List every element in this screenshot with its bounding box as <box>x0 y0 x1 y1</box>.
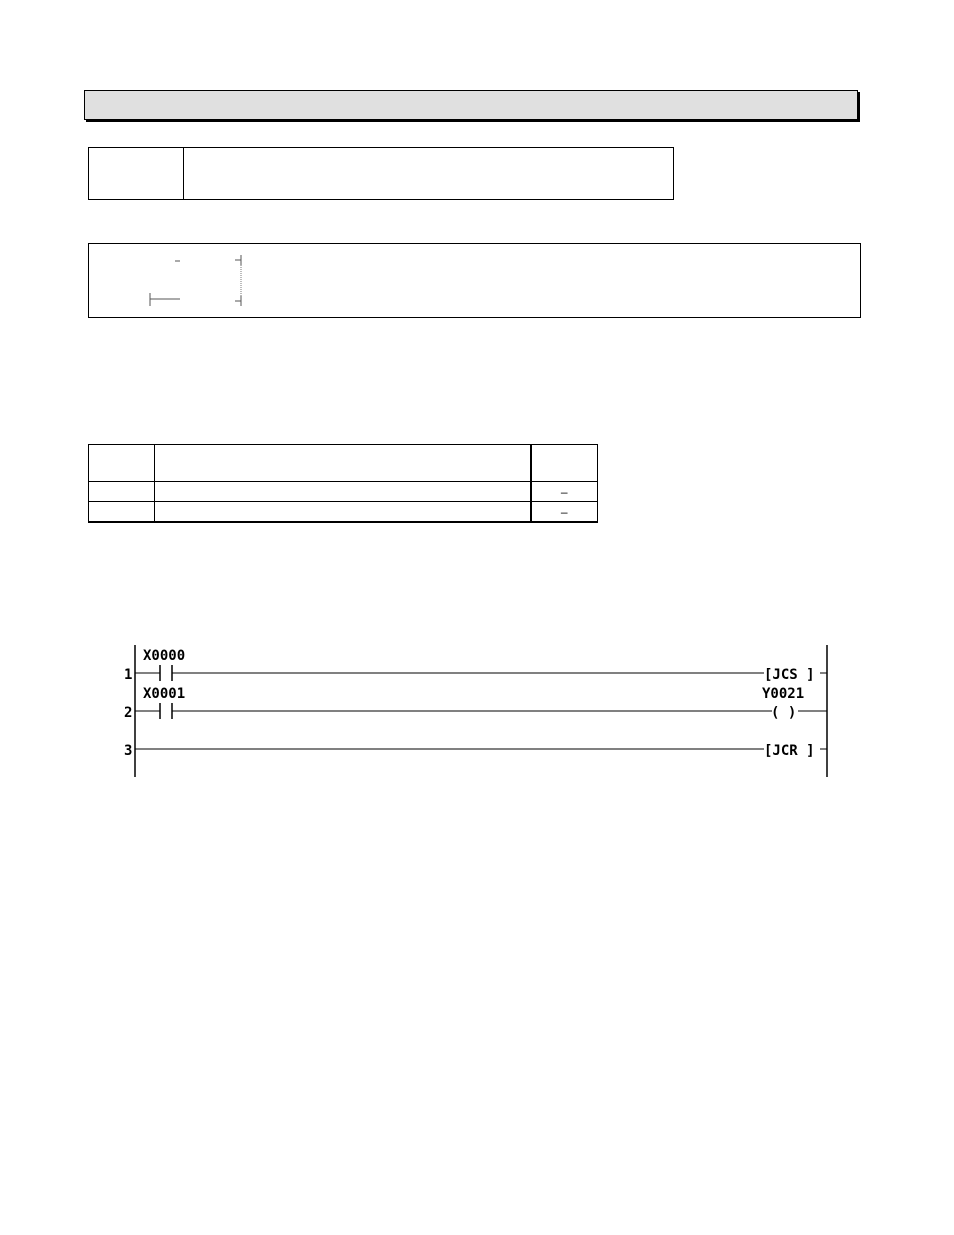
row-mark: – <box>531 482 598 502</box>
table-cell <box>155 482 531 502</box>
coil-label: Y0021 <box>762 686 805 702</box>
rung-number: 1 <box>124 667 133 683</box>
operand-table-header <box>89 445 598 482</box>
rung-number: 3 <box>124 743 133 759</box>
rung-number: 2 <box>124 705 133 721</box>
coil-symbol: ( ) <box>771 705 797 721</box>
table-cell <box>89 482 155 502</box>
jcs-instruction: [JCS ] <box>764 667 815 683</box>
jcr-instruction: [JCR ] <box>764 743 815 759</box>
table-cell <box>155 502 531 523</box>
contact-label: X0001 <box>143 686 186 702</box>
operand-table <box>88 444 598 523</box>
section-title-bar <box>84 90 858 120</box>
instruction-symbol-glyph <box>89 244 862 319</box>
header-cell <box>531 445 598 482</box>
table-row <box>89 502 598 523</box>
header-divider <box>183 148 184 199</box>
header-cell <box>89 445 155 482</box>
instruction-header-box <box>88 147 674 200</box>
table-row <box>89 482 598 502</box>
instruction-symbol-box <box>88 243 861 318</box>
row-mark: – <box>531 502 598 523</box>
contact-label: X0000 <box>143 648 186 664</box>
table-cell <box>89 502 155 523</box>
header-cell <box>155 445 531 482</box>
